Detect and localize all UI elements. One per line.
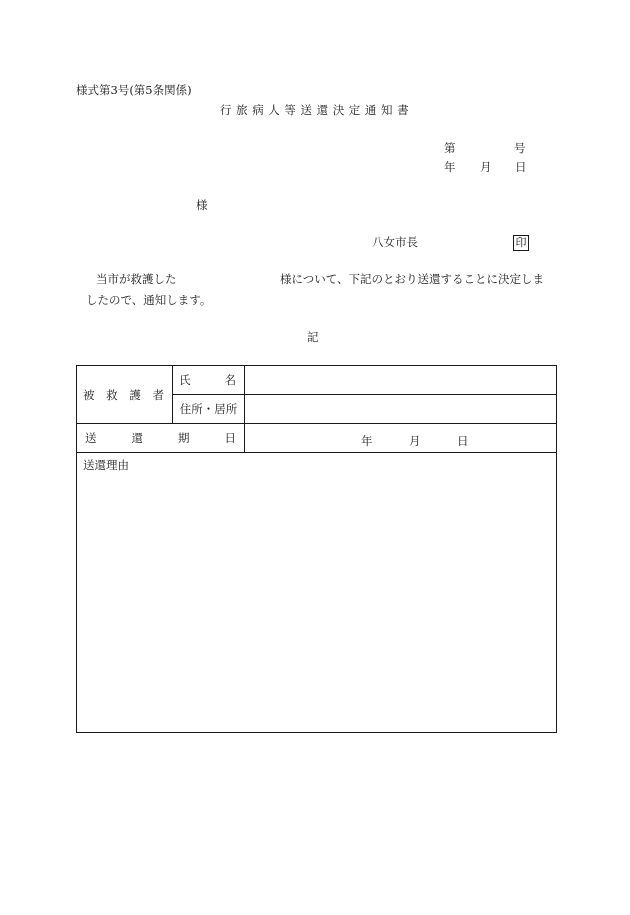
- body-text-line1-start: 当市が救護した: [96, 272, 177, 286]
- table-row: [77, 424, 557, 453]
- label-char: 救: [106, 387, 118, 402]
- notes-heading: 記: [307, 330, 319, 344]
- date-year-label: 年: [444, 160, 456, 174]
- return-date-month-unit: 月: [409, 434, 421, 448]
- form-number-label: 様式第3号(第5条関係): [76, 83, 192, 97]
- return-date-field[interactable]: [245, 424, 557, 453]
- label-char: 被: [83, 387, 95, 402]
- rescued-person-label: [77, 366, 173, 424]
- body-text-line2: したので、通知します。: [86, 293, 212, 307]
- label-char: 日: [224, 431, 236, 445]
- return-date-day-unit: 日: [457, 434, 469, 448]
- name-label: [173, 366, 245, 395]
- table-row: [77, 366, 557, 395]
- seal-mark: 印: [513, 235, 529, 251]
- return-reason-label: 送還理由: [83, 458, 129, 472]
- address-field[interactable]: [245, 395, 557, 424]
- return-date-year-unit: 年: [361, 434, 373, 448]
- label-char: 還: [131, 431, 143, 445]
- date-day-label: 日: [515, 160, 527, 174]
- label-char: 送: [85, 431, 97, 445]
- document-number-suffix: 号: [514, 141, 526, 155]
- label-char: 護: [129, 387, 141, 402]
- addressee-honorific: 様: [196, 198, 208, 212]
- document-title: 行旅病人等送還決定通知書: [220, 103, 414, 117]
- label-char: 者: [152, 387, 164, 402]
- table-row: [77, 453, 557, 733]
- label-char: 期: [178, 431, 190, 445]
- issuer-title: 八女市長: [372, 235, 418, 249]
- details-table: [76, 365, 557, 733]
- return-reason-field[interactable]: [77, 453, 557, 733]
- body-text-line1-end: 様について、下記のとおり送還することに決定しま: [280, 272, 545, 286]
- return-date-label: [77, 424, 245, 453]
- label-char: 名: [224, 373, 236, 387]
- label-char: 氏: [179, 373, 191, 387]
- address-label: 住所・居所: [173, 395, 245, 424]
- document-number-prefix: 第: [444, 141, 456, 155]
- name-field[interactable]: [245, 366, 557, 395]
- date-month-label: 月: [480, 160, 492, 174]
